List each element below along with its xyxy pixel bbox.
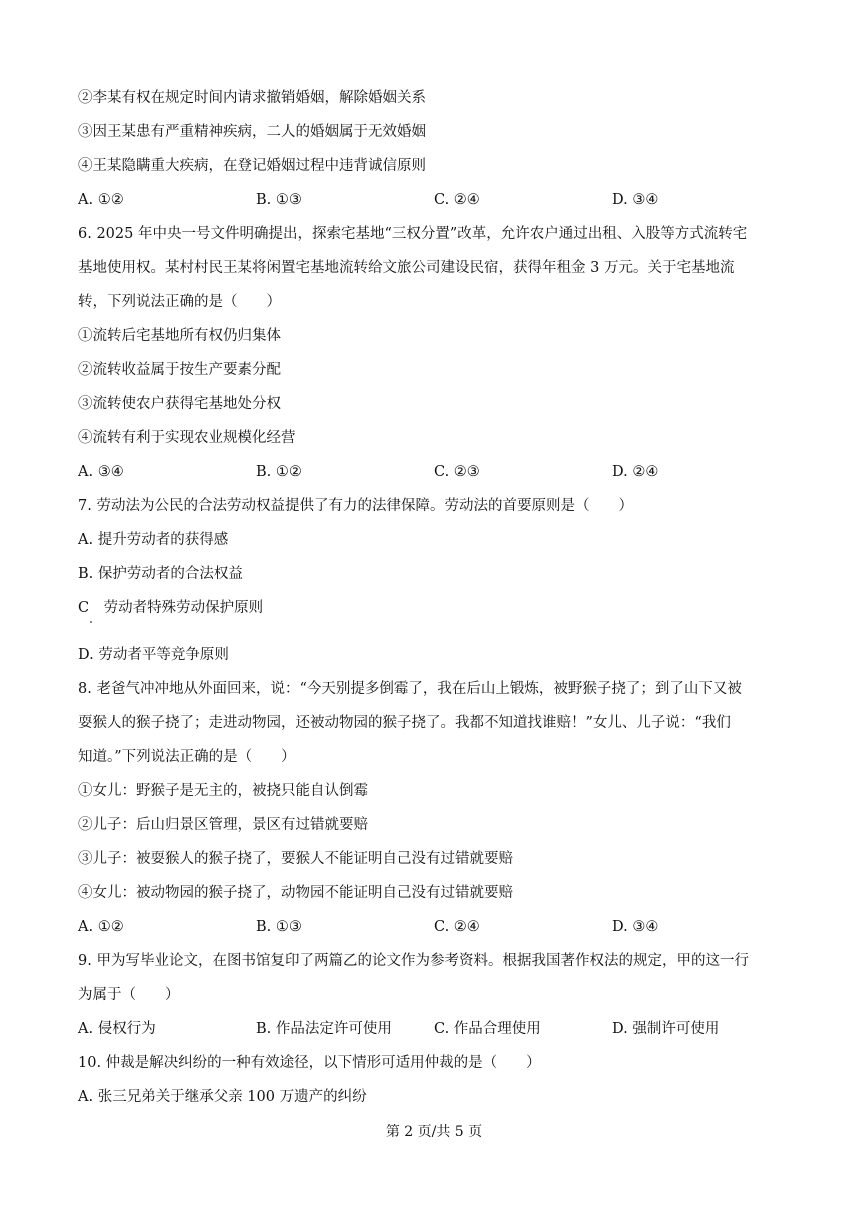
q8-option-a: A. ①② <box>78 919 124 935</box>
q5-statement-2: ②李某有权在规定时间内请求撤销婚姻，解除婚姻关系 <box>78 90 426 106</box>
q8-statement-3: ③儿子：被耍猴人的猴子挠了，要猴人不能证明自己没有过错就要赔 <box>78 851 513 867</box>
q6-option-c: C. ②③ <box>434 464 480 480</box>
q6-statement-3: ③流转使农户获得宅基地处分权 <box>78 396 281 412</box>
q8-statement-2: ②儿子：后山归景区管理，景区有过错就要赔 <box>78 817 368 833</box>
q8-statement-4: ④女儿：被动物园的猴子挠了，动物园不能证明自己没有过错就要赔 <box>78 885 513 901</box>
q7-option-a: A. 提升劳动者的获得感 <box>78 532 229 548</box>
q5-option-c: C. ②④ <box>434 192 480 208</box>
q9-option-b: B. 作品法定许可使用 <box>256 1021 392 1037</box>
q8-options <box>78 917 778 937</box>
q8-option-d: D. ③④ <box>612 919 659 935</box>
q8-option-c: C. ②④ <box>434 919 480 935</box>
q5-statement-3: ③因王某患有严重精神疾病，二人的婚姻属于无效婚姻 <box>78 124 426 140</box>
q9-options <box>78 1019 778 1039</box>
q6-statement-2: ②流转收益属于按生产要素分配 <box>78 362 281 378</box>
q7-option-d: D. 劳动者平等竞争原则 <box>78 647 229 663</box>
q5-option-b: B. ①③ <box>256 192 302 208</box>
q7-option-c: C 劳动者特殊劳动保护原则 <box>78 600 264 616</box>
q8-stem-line-2: 耍猴人的猴子挠了；走进动物园，还被动物园的猴子挠了。我都不知道找谁赔！”女儿、儿子说：“我们 <box>78 715 731 731</box>
q6-option-b: B. ①② <box>256 464 302 480</box>
q8-stem-line-3: 知道。”下列说法正确的是（ ） <box>78 749 296 765</box>
q6-option-a: A. ③④ <box>78 464 124 480</box>
q9-option-a: A. 侵权行为 <box>78 1021 156 1037</box>
q7-option-b: B. 保护劳动者的合法权益 <box>78 566 243 582</box>
q6-statement-4: ④流转有利于实现农业规模化经营 <box>78 430 296 446</box>
stray-mark <box>90 621 92 623</box>
q5-option-a: A. ①② <box>78 192 124 208</box>
q9-stem-line-2: 为属于（ ） <box>78 987 180 1003</box>
q6-stem-line-2: 基地使用权。某村村民王某将闲置宅基地流转给文旅公司建设民宿，获得年租金 3 万元。关于宅基地流 <box>78 260 735 276</box>
q6-options <box>78 462 778 482</box>
q6-stem-line-3: 转，下列说法正确的是（ ） <box>78 294 281 310</box>
q10-stem: 10. 仲裁是解决纠纷的一种有效途径，以下情形可适用仲裁的是（ ） <box>78 1055 541 1071</box>
q6-statement-1: ①流转后宅基地所有权仍归集体 <box>78 328 281 344</box>
q5-statement-4: ④王某隐瞒重大疾病，在登记婚姻过程中违背诚信原则 <box>78 158 426 174</box>
q6-option-d: D. ②④ <box>612 464 659 480</box>
q8-option-b: B. ①③ <box>256 919 302 935</box>
q8-statement-1: ①女儿：野猴子是无主的，被挠只能自认倒霉 <box>78 783 368 799</box>
q10-option-a: A. 张三兄弟关于继承父亲 100 万遗产的纠纷 <box>78 1089 367 1105</box>
q5-options <box>78 190 778 210</box>
q7-stem: 7. 劳动法为公民的合法劳动权益提供了有力的法律保障。劳动法的首要原则是（ ） <box>78 498 633 514</box>
q5-option-d: D. ③④ <box>612 192 659 208</box>
q6-stem-line-1: 6. 2025 年中央一号文件明确提出，探索宅基地“三权分置”改革，允许农户通过出租、入股等方式流转宅 <box>78 226 748 242</box>
q9-option-c: C. 作品合理使用 <box>434 1021 541 1037</box>
page-number-footer: 第 2 页/共 5 页 <box>385 1124 483 1140</box>
q8-stem-line-1: 8. 老爸气冲冲地从外面回来，说：“今天别提多倒霉了，我在后山上锻炼，被野猴子挠了；到了山下又被 <box>78 681 742 697</box>
q9-stem-line-1: 9. 甲为写毕业论文，在图书馆复印了两篇乙的论文作为参考资料。根据我国著作权法的规定，甲的这一行 <box>78 953 749 969</box>
q9-option-d: D. 强制许可使用 <box>612 1021 720 1037</box>
